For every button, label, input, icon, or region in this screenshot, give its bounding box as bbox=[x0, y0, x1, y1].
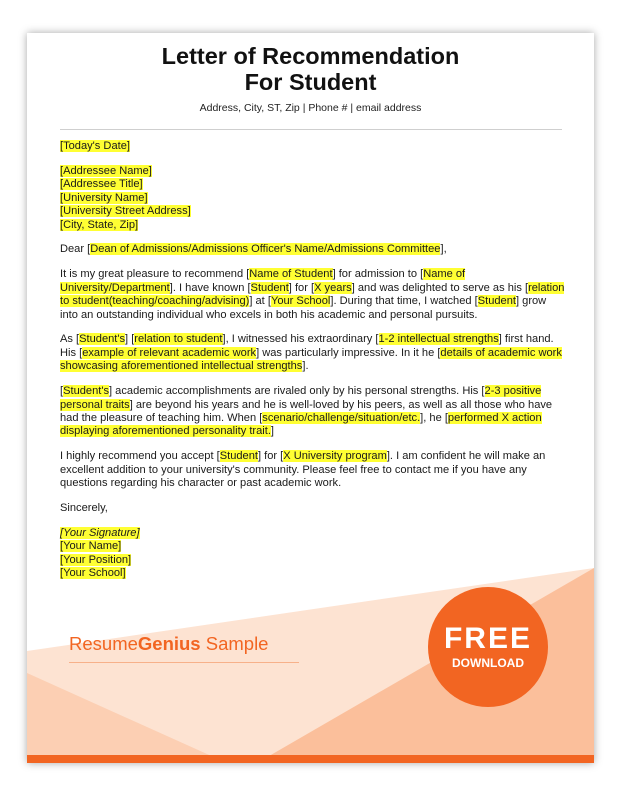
text-segment: ] first hand. His [ bbox=[60, 333, 554, 359]
paragraph bbox=[60, 450, 565, 490]
placeholder-field: Your School bbox=[270, 295, 331, 308]
addressee-line: [University Street Address] bbox=[60, 205, 191, 218]
salutation-field: Dean of Admissions/Admissions Officer's Name/Admissions Committee bbox=[90, 243, 441, 256]
text-segment: ]. bbox=[302, 360, 309, 373]
placeholder-field: Student's bbox=[63, 385, 110, 398]
closing: Sincerely, bbox=[60, 502, 108, 515]
text-segment: ] was particularly impressive. In it he [ bbox=[256, 346, 441, 359]
brand-part-3: Sample bbox=[200, 633, 269, 654]
contact-info: Address, City, ST, Zip | Phone # | email address bbox=[199, 102, 422, 114]
text-segment: ] for [ bbox=[288, 281, 315, 294]
addressee-line: [University Name] bbox=[60, 191, 148, 204]
placeholder-field: performed X action displaying aforementioned personality trait. bbox=[60, 412, 542, 438]
brand-logo bbox=[69, 633, 268, 655]
salutation bbox=[60, 243, 565, 256]
signature-line: [Your Signature] bbox=[60, 526, 140, 539]
placeholder-field: Student's bbox=[79, 333, 126, 346]
text-segment: [ bbox=[60, 385, 64, 398]
brand-part-1: Resume bbox=[69, 633, 138, 654]
placeholder-field: Name of Student bbox=[249, 268, 333, 281]
text-segment: ] for admission to [ bbox=[332, 268, 424, 281]
brand-part-2: Genius bbox=[137, 633, 201, 654]
placeholder-field: 1-2 intellectual strengths bbox=[378, 333, 499, 346]
page-title bbox=[27, 43, 594, 95]
signature-line: [Your Position] bbox=[60, 553, 132, 566]
title-line-2: For Student bbox=[244, 69, 377, 95]
letter-sheet bbox=[27, 33, 594, 763]
placeholder-field: Student bbox=[477, 295, 516, 308]
text-segment: ] are beyond his years and he is well-loved by his peers, as well as all those who have had the pleasure of teaching him. When [ bbox=[60, 398, 553, 424]
paragraph bbox=[60, 333, 565, 373]
date-field: [Today's Date] bbox=[60, 140, 130, 152]
bottom-accent-bar bbox=[27, 755, 594, 763]
placeholder-field: Student bbox=[219, 450, 258, 463]
placeholder-field: scenario/challenge/situation/etc. bbox=[262, 412, 421, 424]
divider bbox=[60, 129, 562, 130]
text-segment: ] at [ bbox=[249, 295, 271, 308]
placeholder-field: relation to student(teaching/coaching/advising) bbox=[60, 281, 565, 308]
text-segment: ]. I have known [ bbox=[169, 281, 251, 294]
signature-block bbox=[60, 527, 565, 581]
free-download-button[interactable] bbox=[428, 587, 548, 707]
paragraph bbox=[60, 268, 565, 322]
text-segment: As [ bbox=[60, 333, 80, 346]
text-segment: ] for [ bbox=[257, 450, 284, 463]
text-segment: ], he [ bbox=[420, 412, 448, 424]
title-line-1: Letter of Recommendation bbox=[161, 43, 460, 69]
placeholder-field: relation to student bbox=[134, 333, 223, 346]
text-segment: ] bbox=[270, 425, 274, 438]
badge-download-label: DOWNLOAD bbox=[452, 656, 524, 670]
letter-body bbox=[60, 140, 565, 592]
signature-line: [Your School] bbox=[60, 567, 126, 580]
salutation-suffix: ], bbox=[440, 243, 447, 256]
text-segment: I highly recommend you accept [ bbox=[60, 450, 220, 463]
badge-free-label: FREE bbox=[443, 622, 532, 655]
text-segment: ] [ bbox=[125, 333, 135, 346]
addressee-line: [Addressee Title] bbox=[60, 178, 143, 191]
brand-underline bbox=[69, 662, 299, 663]
placeholder-field: X years bbox=[314, 281, 352, 294]
salutation-prefix: Dear [ bbox=[60, 243, 91, 256]
date-line bbox=[60, 140, 565, 153]
placeholder-field: Name of University/Department bbox=[60, 268, 466, 294]
text-segment: ] academic accomplishments are rivaled only by his personal strengths. His [ bbox=[109, 385, 485, 398]
placeholder-field: example of relevant academic work bbox=[82, 346, 257, 359]
placeholder-field: details of academic work showcasing aforementioned intellectual strengths bbox=[60, 346, 562, 373]
text-segment: It is my great pleasure to recommend [ bbox=[60, 268, 250, 281]
text-segment: ] and was delighted to serve as his [ bbox=[351, 281, 529, 294]
text-segment: ]. During that time, I watched [ bbox=[330, 295, 478, 308]
placeholder-field: Student bbox=[250, 281, 289, 294]
placeholder-field: 2-3 positive personal traits bbox=[60, 385, 542, 411]
signature-line: [Your Name] bbox=[60, 540, 122, 553]
paragraph bbox=[60, 385, 565, 439]
addressee-line: [City, State, Zip] bbox=[60, 218, 139, 231]
text-segment: ], I witnessed his extraordinary [ bbox=[222, 333, 379, 346]
text-segment: ] grow into an outstanding individual who excels in both his academic and personal pursuits. bbox=[60, 295, 547, 321]
addressee-block bbox=[60, 165, 565, 232]
text-segment: ]. I am confident he will make an excellent addition to your university's community. Please feel free to contact me if you have any questions regarding his character or past academic work. bbox=[60, 450, 546, 490]
placeholder-field: X University program bbox=[283, 450, 387, 463]
addressee-line: [Addressee Name] bbox=[60, 164, 152, 177]
